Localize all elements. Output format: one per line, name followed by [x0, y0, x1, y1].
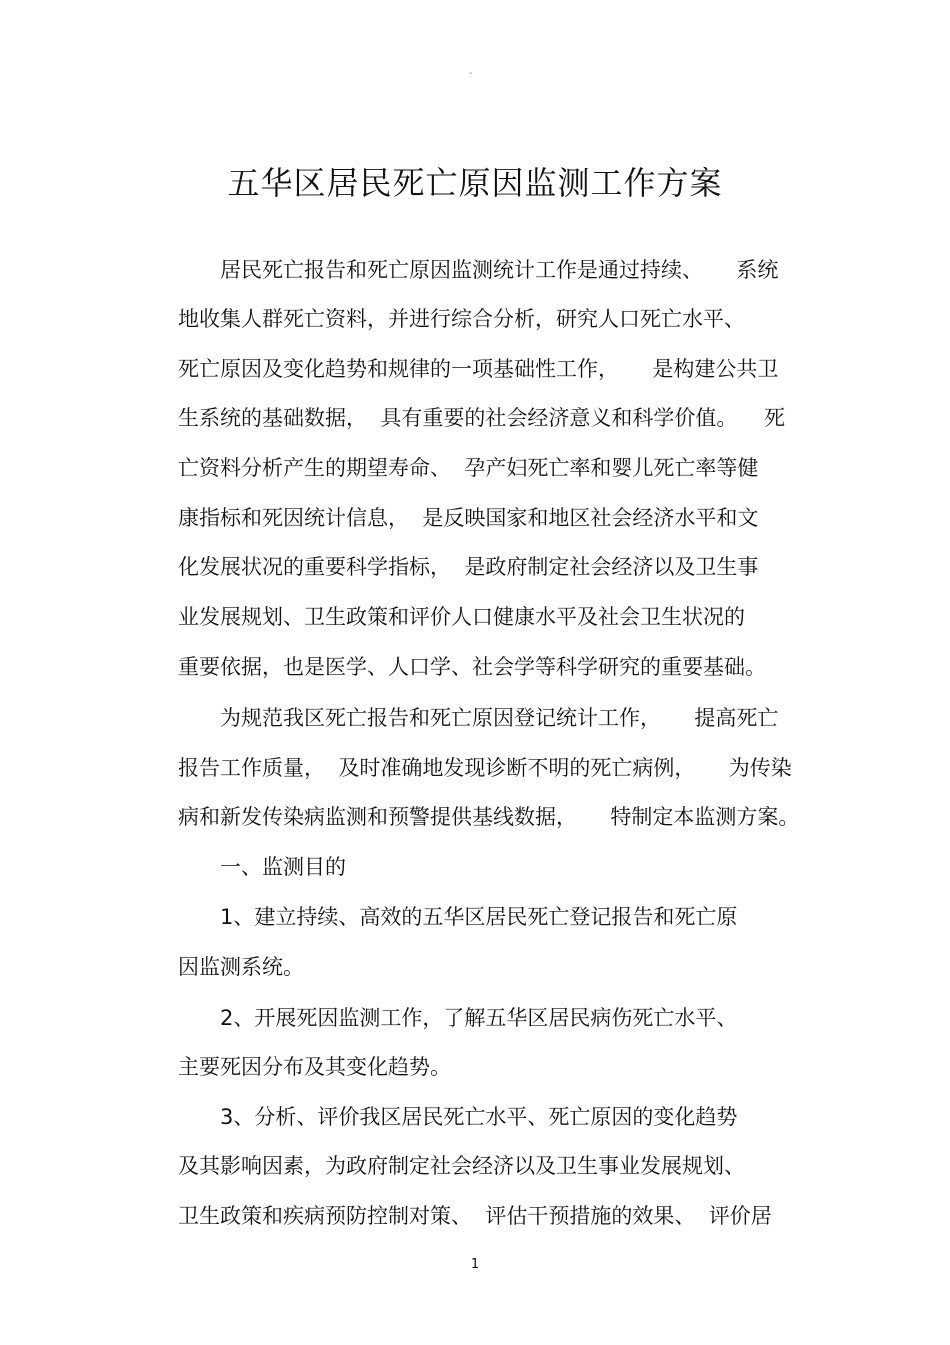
body-line: 死亡原因及变化趋势和规律的一项基础性工作， 是构建公共卫	[178, 357, 779, 381]
page-number: 1	[470, 1257, 480, 1272]
body-line: 生系统的基础数据， 具有重要的社会经济意义和科学价值。 死	[178, 406, 786, 430]
body-line: 业发展规划、卫生政策和评价人口健康水平及社会卫生状况的	[178, 605, 745, 629]
document-title: 五华区居民死亡原因监测工作方案	[227, 164, 723, 202]
body-line: 3、分析、评价我区居民死亡水平、死亡原因的变化趋势	[220, 1105, 738, 1129]
body-line: 为规范我区死亡报告和死亡原因登记统计工作， 提高死亡	[220, 706, 779, 730]
body-line: 因监测系统。	[178, 955, 304, 979]
body-line: 重要依据，也是医学、人口学、社会学等科学研究的重要基础。	[178, 655, 766, 679]
body-line: 康指标和死因统计信息， 是反映国家和地区社会经济水平和文	[178, 506, 759, 530]
body-line: 报告工作质量， 及时准确地发现诊断不明的死亡病例， 为传染	[178, 756, 792, 780]
body-line: 化发展状况的重要科学指标， 是政府制定社会经济以及卫生事	[178, 555, 759, 579]
body-line: 病和新发传染病监测和预警提供基线数据， 特制定本监测方案。	[178, 805, 800, 829]
top-mark: -	[469, 68, 473, 79]
body-line: 主要死因分布及其变化趋势。	[178, 1055, 451, 1079]
section-heading: 一、监测目的	[220, 855, 346, 879]
body-line: 居民死亡报告和死亡原因监测统计工作是通过持续、 系统	[220, 258, 779, 282]
body-line: 及其影响因素，为政府制定社会经济以及卫生事业发展规划、	[178, 1154, 745, 1178]
body-line: 地收集人群死亡资料，并进行综合分析，研究人口死亡水平、	[178, 307, 745, 331]
body-line: 2、开展死因监测工作，了解五华区居民病伤死亡水平、	[220, 1006, 738, 1030]
body-line: 1、建立持续、高效的五华区居民死亡登记报告和死亡原	[220, 905, 738, 929]
body-line: 亡资料分析产生的期望寿命、 孕产妇死亡率和婴儿死亡率等健	[178, 456, 759, 480]
body-line: 卫生政策和疾病预防控制对策、 评估干预措施的效果、 评价居	[178, 1204, 772, 1228]
